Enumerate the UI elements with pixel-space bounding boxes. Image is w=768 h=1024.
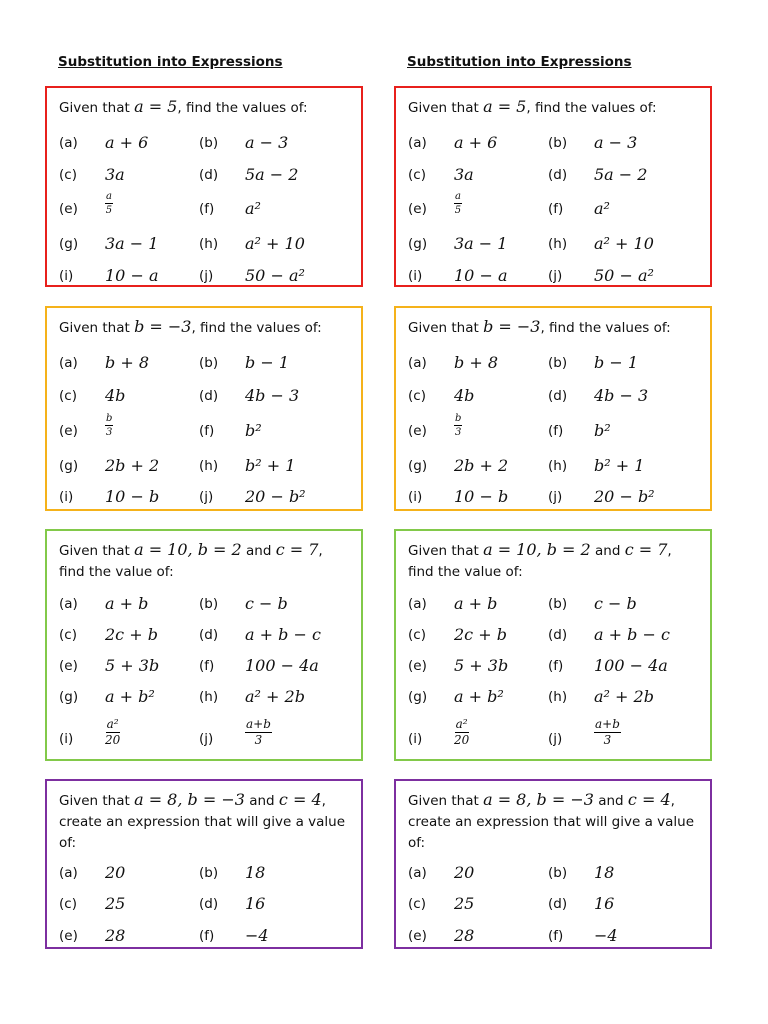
item-expression: 10 − a bbox=[454, 266, 508, 285]
item-expression: 50 − a² bbox=[245, 266, 305, 285]
question-box-3 bbox=[45, 529, 363, 761]
question-intro bbox=[59, 789, 349, 854]
item-expression: 4b bbox=[454, 386, 475, 405]
item-label: (h) bbox=[548, 458, 568, 474]
fraction-numerator: a+b bbox=[246, 717, 271, 731]
intro-text: Given that bbox=[408, 100, 484, 116]
item-label: (a) bbox=[408, 355, 427, 371]
item-expression: a + b − c bbox=[594, 625, 670, 644]
item-label: (i) bbox=[59, 489, 74, 505]
question-box-2 bbox=[45, 306, 363, 511]
item-expression: a + b² bbox=[105, 687, 155, 706]
item-expression: b − 1 bbox=[594, 353, 638, 372]
question-intro bbox=[59, 316, 349, 342]
item-label: (f) bbox=[199, 201, 215, 217]
item-label: (e) bbox=[59, 658, 78, 674]
item-label: (e) bbox=[408, 928, 427, 944]
item-expression: −4 bbox=[245, 926, 269, 945]
item-label: (a) bbox=[59, 596, 78, 612]
item-label: (h) bbox=[548, 689, 568, 705]
question-intro bbox=[59, 96, 349, 122]
intro-math: b = −3 bbox=[483, 317, 541, 336]
item-label: (j) bbox=[199, 489, 214, 505]
question-box-2 bbox=[394, 306, 712, 511]
item-expression: b² bbox=[245, 421, 262, 440]
item-label: (f) bbox=[199, 928, 215, 944]
item-expression: 4b bbox=[105, 386, 126, 405]
item-expression-fraction bbox=[105, 412, 113, 439]
item-expression: 5 + 3b bbox=[105, 656, 160, 675]
intro-math: a = 8, b = −3 bbox=[483, 790, 594, 809]
fraction-denominator: 3 bbox=[106, 427, 113, 438]
item-label: (f) bbox=[199, 658, 215, 674]
item-expression: b − 1 bbox=[245, 353, 289, 372]
intro-text: , create an expression that will give a value of: bbox=[408, 793, 695, 851]
item-expression: 5 + 3b bbox=[454, 656, 509, 675]
item-label: (i) bbox=[59, 268, 74, 284]
fraction-numerator: b bbox=[106, 413, 113, 424]
item-label: (b) bbox=[199, 865, 219, 881]
item-label: (c) bbox=[408, 896, 426, 912]
item-expression: a + b bbox=[105, 594, 149, 613]
item-label: (f) bbox=[548, 928, 564, 944]
question-intro bbox=[408, 789, 698, 854]
item-expression: 3a bbox=[454, 165, 474, 184]
item-expression: 20 bbox=[105, 863, 126, 882]
item-label: (j) bbox=[548, 268, 563, 284]
intro-text: , find the values of: bbox=[526, 100, 657, 116]
intro-text: and bbox=[241, 543, 276, 559]
item-expression: 25 bbox=[105, 894, 126, 913]
fraction-denominator: 5 bbox=[454, 205, 462, 216]
item-label: (e) bbox=[408, 423, 427, 439]
item-label: (d) bbox=[548, 388, 568, 404]
item-label: (c) bbox=[59, 627, 77, 643]
item-label: (b) bbox=[548, 355, 568, 371]
item-label: (h) bbox=[199, 236, 219, 252]
item-label: (e) bbox=[408, 201, 427, 217]
item-label: (e) bbox=[59, 423, 78, 439]
question-box-3 bbox=[394, 529, 712, 761]
fraction-numerator: b bbox=[455, 413, 462, 424]
item-expression: b + 8 bbox=[105, 353, 149, 372]
fraction-numerator: a bbox=[106, 191, 112, 202]
item-label: (a) bbox=[59, 865, 78, 881]
item-label: (c) bbox=[59, 388, 77, 404]
item-label: (i) bbox=[408, 731, 423, 747]
item-label: (g) bbox=[408, 458, 428, 474]
intro-math: a = 10, b = 2 bbox=[134, 540, 242, 559]
item-label: (g) bbox=[59, 458, 79, 474]
item-expression-fraction bbox=[594, 717, 621, 748]
item-expression: a + 6 bbox=[454, 133, 498, 152]
item-expression: 10 − a bbox=[105, 266, 159, 285]
item-expression: 100 − 4a bbox=[245, 656, 319, 675]
item-expression: 50 − a² bbox=[594, 266, 654, 285]
item-label: (e) bbox=[59, 201, 78, 217]
intro-text: , find the value of: bbox=[59, 543, 323, 580]
intro-text: , find the value of: bbox=[408, 543, 672, 580]
item-expression: 100 − 4a bbox=[594, 656, 668, 675]
intro-math: c = 7 bbox=[624, 540, 668, 559]
intro-text: and bbox=[244, 793, 279, 809]
item-expression: 2c + b bbox=[454, 625, 507, 644]
item-label: (f) bbox=[199, 423, 215, 439]
question-box-1 bbox=[45, 86, 363, 287]
item-expression: 3a − 1 bbox=[105, 234, 159, 253]
item-label: (g) bbox=[408, 689, 428, 705]
intro-text: , find the values of: bbox=[540, 320, 671, 336]
item-label: (g) bbox=[59, 236, 79, 252]
item-label: (d) bbox=[548, 167, 568, 183]
item-label: (a) bbox=[408, 865, 427, 881]
item-expression: 16 bbox=[245, 894, 266, 913]
item-expression: b² bbox=[594, 421, 611, 440]
item-expression: a² bbox=[594, 199, 610, 218]
item-expression: 4b − 3 bbox=[245, 386, 300, 405]
item-label: (b) bbox=[199, 596, 219, 612]
item-label: (d) bbox=[199, 388, 219, 404]
intro-math: c = 4 bbox=[278, 790, 322, 809]
item-expression: a + b bbox=[454, 594, 498, 613]
intro-text: Given that bbox=[408, 543, 484, 559]
item-expression: 5a − 2 bbox=[245, 165, 299, 184]
item-label: (e) bbox=[59, 928, 78, 944]
item-label: (d) bbox=[199, 627, 219, 643]
item-label: (c) bbox=[408, 167, 426, 183]
item-label: (j) bbox=[548, 731, 563, 747]
item-label: (i) bbox=[408, 268, 423, 284]
fraction-numerator: a² bbox=[455, 717, 468, 731]
intro-math: a = 5 bbox=[483, 97, 527, 116]
intro-text: and bbox=[593, 793, 628, 809]
item-expression: 10 − b bbox=[105, 487, 160, 506]
item-label: (a) bbox=[59, 135, 78, 151]
item-label: (f) bbox=[548, 423, 564, 439]
item-label: (a) bbox=[59, 355, 78, 371]
item-label: (h) bbox=[199, 458, 219, 474]
item-expression: 4b − 3 bbox=[594, 386, 649, 405]
item-expression: 20 − b² bbox=[245, 487, 306, 506]
fraction-numerator: a² bbox=[106, 717, 119, 731]
intro-text: Given that bbox=[59, 543, 135, 559]
fraction-numerator: a bbox=[455, 191, 461, 202]
item-expression-fraction bbox=[454, 190, 462, 217]
worksheet-title: Substitution into Expressions bbox=[407, 54, 632, 70]
item-expression-fraction bbox=[245, 717, 272, 748]
item-expression: a − 3 bbox=[594, 133, 638, 152]
item-label: (d) bbox=[199, 896, 219, 912]
item-expression: 18 bbox=[594, 863, 615, 882]
item-label: (d) bbox=[548, 627, 568, 643]
question-box-4 bbox=[394, 779, 712, 949]
item-expression: a² + 10 bbox=[594, 234, 654, 253]
fraction-denominator: 3 bbox=[603, 733, 612, 747]
item-expression: 2c + b bbox=[105, 625, 158, 644]
item-label: (g) bbox=[408, 236, 428, 252]
intro-math: c = 7 bbox=[275, 540, 319, 559]
item-expression: a − 3 bbox=[245, 133, 289, 152]
intro-text: , create an expression that will give a value of: bbox=[59, 793, 346, 851]
fraction-denominator: 20 bbox=[454, 733, 470, 747]
question-intro bbox=[408, 316, 698, 342]
item-expression-fraction bbox=[105, 717, 120, 748]
item-expression-fraction bbox=[454, 717, 469, 748]
item-label: (i) bbox=[59, 731, 74, 747]
item-expression: 2b + 2 bbox=[454, 456, 509, 475]
item-label: (j) bbox=[199, 731, 214, 747]
item-expression: c − b bbox=[245, 594, 288, 613]
item-label: (c) bbox=[408, 388, 426, 404]
intro-math: a = 8, b = −3 bbox=[134, 790, 245, 809]
question-intro bbox=[408, 96, 698, 122]
item-label: (d) bbox=[199, 167, 219, 183]
item-expression: a + 6 bbox=[105, 133, 149, 152]
question-intro bbox=[408, 539, 698, 585]
item-expression: b² + 1 bbox=[245, 456, 296, 475]
item-expression: a² bbox=[245, 199, 261, 218]
item-label: (j) bbox=[548, 489, 563, 505]
item-expression: 18 bbox=[245, 863, 266, 882]
fraction-numerator: a+b bbox=[595, 717, 620, 731]
item-label: (f) bbox=[548, 201, 564, 217]
intro-text: , find the values of: bbox=[177, 100, 308, 116]
item-label: (i) bbox=[408, 489, 423, 505]
item-expression: a² + 2b bbox=[245, 687, 305, 706]
fraction-denominator: 20 bbox=[105, 733, 121, 747]
intro-math: c = 4 bbox=[627, 790, 671, 809]
item-expression: a² + 10 bbox=[245, 234, 305, 253]
fraction-denominator: 5 bbox=[105, 205, 113, 216]
fraction-denominator: 3 bbox=[455, 427, 462, 438]
worksheet-title: Substitution into Expressions bbox=[58, 54, 283, 70]
item-expression: b + 8 bbox=[454, 353, 498, 372]
question-box-1 bbox=[394, 86, 712, 287]
item-label: (f) bbox=[548, 658, 564, 674]
item-expression: c − b bbox=[594, 594, 637, 613]
item-label: (j) bbox=[199, 268, 214, 284]
item-expression: b² + 1 bbox=[594, 456, 645, 475]
item-expression: −4 bbox=[594, 926, 618, 945]
item-label: (g) bbox=[59, 689, 79, 705]
intro-text: Given that bbox=[59, 100, 135, 116]
item-expression-fraction bbox=[105, 190, 113, 217]
item-expression: a² + 2b bbox=[594, 687, 654, 706]
item-expression: 28 bbox=[454, 926, 475, 945]
item-expression: a + b − c bbox=[245, 625, 321, 644]
item-expression: a + b² bbox=[454, 687, 504, 706]
item-label: (c) bbox=[59, 896, 77, 912]
fraction-denominator: 3 bbox=[254, 733, 263, 747]
intro-text: Given that bbox=[408, 793, 484, 809]
item-expression: 5a − 2 bbox=[594, 165, 648, 184]
question-intro bbox=[59, 539, 349, 585]
item-label: (b) bbox=[199, 355, 219, 371]
item-label: (e) bbox=[408, 658, 427, 674]
item-expression: 28 bbox=[105, 926, 126, 945]
item-expression: 2b + 2 bbox=[105, 456, 160, 475]
item-expression-fraction bbox=[454, 412, 462, 439]
item-expression: 25 bbox=[454, 894, 475, 913]
item-label: (d) bbox=[548, 896, 568, 912]
intro-text: Given that bbox=[59, 320, 135, 336]
item-expression: 16 bbox=[594, 894, 615, 913]
item-label: (h) bbox=[199, 689, 219, 705]
item-label: (c) bbox=[408, 627, 426, 643]
intro-text: and bbox=[590, 543, 625, 559]
item-expression: 20 bbox=[454, 863, 475, 882]
item-label: (a) bbox=[408, 135, 427, 151]
item-expression: 3a − 1 bbox=[454, 234, 508, 253]
item-label: (b) bbox=[548, 865, 568, 881]
item-expression: 3a bbox=[105, 165, 125, 184]
item-label: (b) bbox=[199, 135, 219, 151]
item-label: (a) bbox=[408, 596, 427, 612]
question-box-4 bbox=[45, 779, 363, 949]
item-expression: 10 − b bbox=[454, 487, 509, 506]
item-label: (c) bbox=[59, 167, 77, 183]
item-label: (b) bbox=[548, 596, 568, 612]
intro-text: Given that bbox=[59, 793, 135, 809]
intro-text: Given that bbox=[408, 320, 484, 336]
intro-math: a = 10, b = 2 bbox=[483, 540, 591, 559]
intro-math: a = 5 bbox=[134, 97, 178, 116]
item-expression: 20 − b² bbox=[594, 487, 655, 506]
intro-text: , find the values of: bbox=[191, 320, 322, 336]
item-label: (h) bbox=[548, 236, 568, 252]
intro-math: b = −3 bbox=[134, 317, 192, 336]
item-label: (b) bbox=[548, 135, 568, 151]
